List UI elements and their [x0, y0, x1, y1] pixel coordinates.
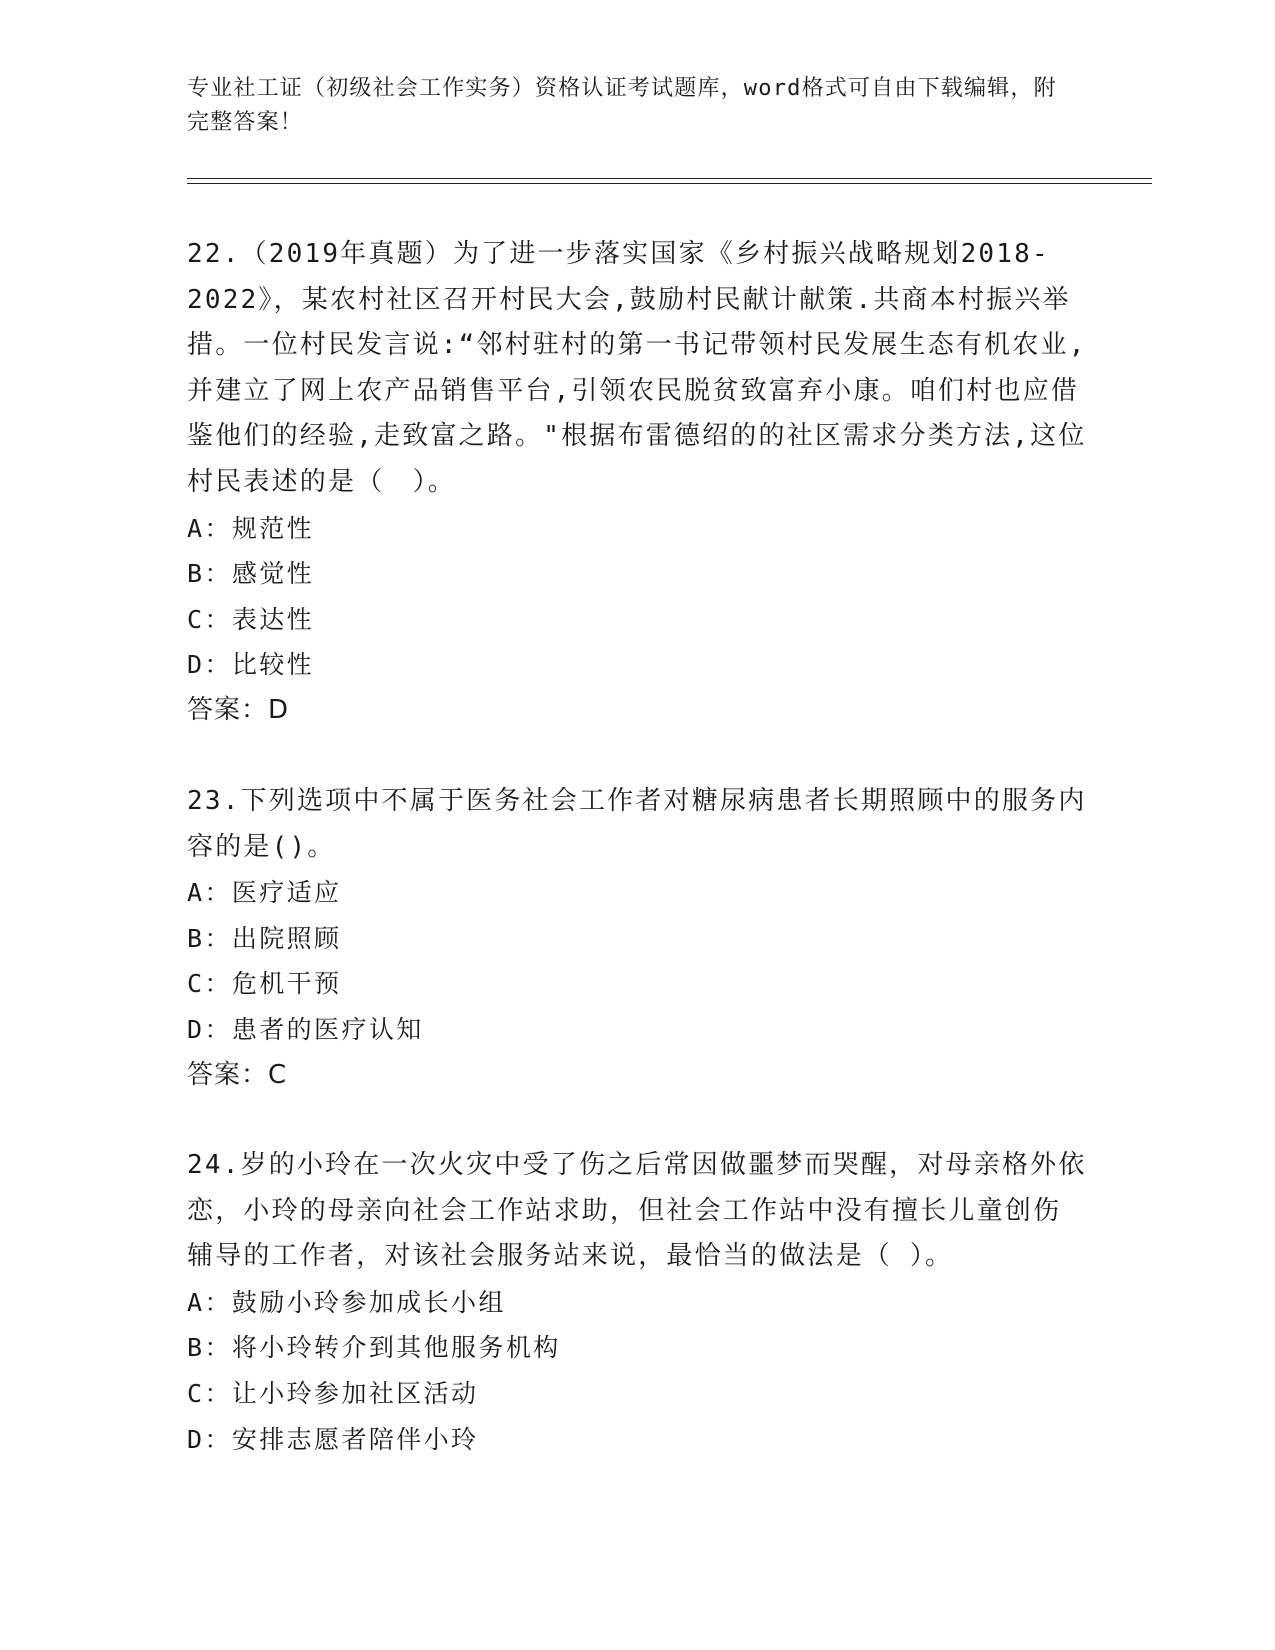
question-23: [187, 779, 1087, 1098]
header-divider: [187, 178, 1152, 184]
document-header: 专业社工证（初级社会工作实务）资格认证考试题库，word格式可自由下载编辑，附完整答案！: [187, 76, 1057, 135]
question-stem: 23.下列选项中不属于医务社会工作者对糖尿病患者长期照顾中的服务内容的是()。: [187, 786, 1087, 862]
option-b: B：将小玲转介到其他服务机构: [187, 1333, 561, 1363]
question-stem: 24.岁的小玲在一次火灾中受了伤之后常因做噩梦而哭醒，对母亲格外依恋，小玲的母亲向社会工作站求助，但社会工作站中没有擅长儿童创伤辅导的工作者，对该社会服务站来说，最恰当的做法是（ ）。: [187, 1150, 1087, 1272]
option-c: C：让小玲参加社区活动: [187, 1378, 479, 1408]
option-d: D：安排志愿者陪伴小玲: [187, 1424, 479, 1454]
option-b: B：出院照顾: [187, 923, 342, 953]
option-c: C：表达性: [187, 604, 315, 634]
option-c: C：危机干预: [187, 969, 342, 999]
option-b: B：感觉性: [187, 559, 315, 589]
answer: 答案：C: [187, 1059, 288, 1090]
question-24: [187, 1143, 1087, 1462]
answer: 答案：D: [187, 694, 290, 725]
option-a: A：鼓励小玲参加成长小组: [187, 1287, 506, 1317]
option-d: D：比较性: [187, 650, 315, 680]
option-d: D：患者的医疗认知: [187, 1014, 424, 1044]
option-a: A：规范性: [187, 513, 315, 543]
option-a: A：医疗适应: [187, 878, 342, 908]
question-22: [187, 232, 1087, 734]
question-stem: 22.（2019年真题）为了进一步落实国家《乡村振兴战略规划2018-2022》，某农村社区召开村民大会,鼓励村民献计献策.共商本村振兴举措。一位村民发言说:“邻村驻村的第一书记带领村民发展生态有机农业,并建立了网上农产品销售平台,引领农民脱贫致富弃小康。咱们村也应借鉴他们的经验,走致富之路。"根据布雷德绍的的社区需求分类方法,这位村民表述的是（ ）。: [187, 239, 1087, 497]
